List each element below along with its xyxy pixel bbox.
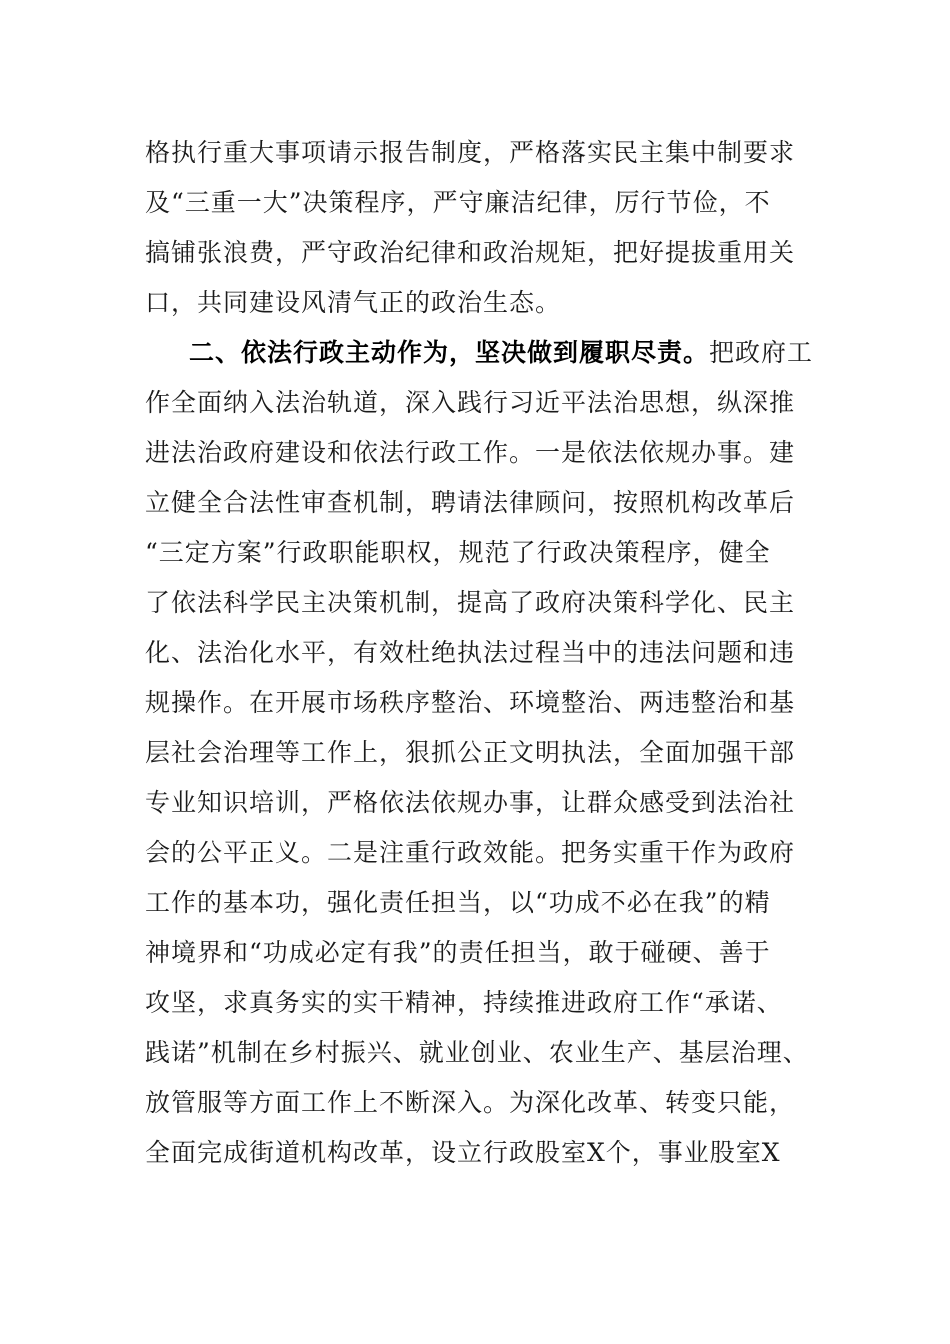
paragraph-2 — [145, 328, 814, 1178]
text-line: 神境界和“功成必定有我”的责任担当，敢于碰硬、善于 — [145, 938, 771, 967]
document-body — [145, 128, 814, 1178]
text-line: 了依法科学民主决策机制，提高了政府决策科学化、民主 — [145, 588, 796, 617]
text-line: 立健全合法性审查机制，聘请法律顾问，按照机构改革后 — [145, 488, 796, 517]
text-line: 口，共同建设风清气正的政治生态。 — [145, 288, 562, 317]
text-run: 把政府工 — [709, 338, 814, 367]
section-heading: 二、依法行政主动作为，坚决做到履职尽责。 — [189, 338, 710, 367]
text-line: 作全面纳入法治轨道，深入践行习近平法治思想，纵深推 — [145, 388, 796, 417]
text-line: 格执行重大事项请示报告制度，严格落实民主集中制要求 — [145, 138, 796, 167]
text-line: 规操作。在开展市场秩序整治、环境整治、两违整治和基 — [145, 688, 796, 717]
text-line: 搞铺张浪费，严守政治纪律和政治规矩，把好提拔重用关 — [145, 238, 796, 267]
text-line-first — [145, 328, 814, 378]
text-line: 化、法治化水平，有效杜绝执法过程当中的违法问题和违 — [145, 638, 796, 667]
text-line: “三定方案”行政职能职权，规范了行政决策程序，健全 — [145, 538, 771, 567]
text-line: 层社会治理等工作上，狠抓公正文明执法，全面加强干部 — [145, 738, 796, 767]
paragraph-1 — [145, 128, 805, 328]
text-line: 进法治政府建设和依法行政工作。一是依法依规办事。建 — [145, 438, 796, 467]
text-line: 会的公平正义。二是注重行政效能。把务实重干作为政府 — [145, 838, 796, 867]
text-line: 全面完成街道机构改革，设立行政股室X个，事业股室X — [145, 1138, 781, 1167]
text-line: 践诺”机制在乡村振兴、就业创业、农业生产、基层治理、 — [145, 1038, 809, 1067]
text-line: 专业知识培训，严格依法依规办事，让群众感受到法治社 — [145, 788, 796, 817]
text-line: 工作的基本功，强化责任担当，以“功成不必在我”的精 — [145, 888, 771, 917]
text-line: 放管服等方面工作上不断深入。为深化改革、转变只能， — [145, 1088, 796, 1117]
text-line: 及“三重一大”决策程序，严守廉洁纪律，厉行节俭，不 — [145, 188, 771, 217]
text-line: 攻坚，求真务实的实干精神，持续推进政府工作“承诺、 — [145, 988, 783, 1017]
